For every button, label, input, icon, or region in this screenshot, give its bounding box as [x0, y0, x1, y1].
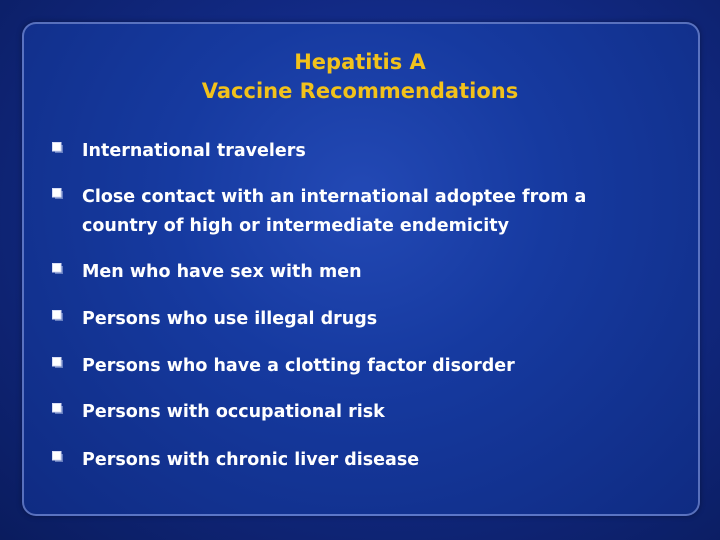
list-item-text: Close contact with an international adoptee from a country of high or intermediate endemicity — [82, 187, 587, 236]
list-item-text: Persons who have a clotting factor disorder — [82, 356, 515, 376]
checkbox-square-icon — [52, 451, 63, 462]
list-item-text: Persons who use illegal drugs — [82, 309, 378, 329]
checkbox-square-icon — [52, 188, 63, 199]
list-item-text: International travelers — [82, 141, 306, 161]
checkbox-square-icon — [52, 403, 63, 414]
title-line-1: Hepatitis A — [294, 50, 426, 74]
checkbox-square-icon — [52, 263, 63, 274]
checkbox-square-icon — [52, 310, 63, 321]
title-line-2: Vaccine Recommendations — [201, 79, 519, 103]
checkbox-square-icon — [52, 142, 63, 153]
list-item-text: Persons with chronic liver disease — [82, 450, 420, 470]
list-item-text: Persons with occupational risk — [82, 402, 385, 422]
list-item-text: Men who have sex with men — [82, 262, 362, 282]
checkbox-square-icon — [52, 357, 63, 368]
